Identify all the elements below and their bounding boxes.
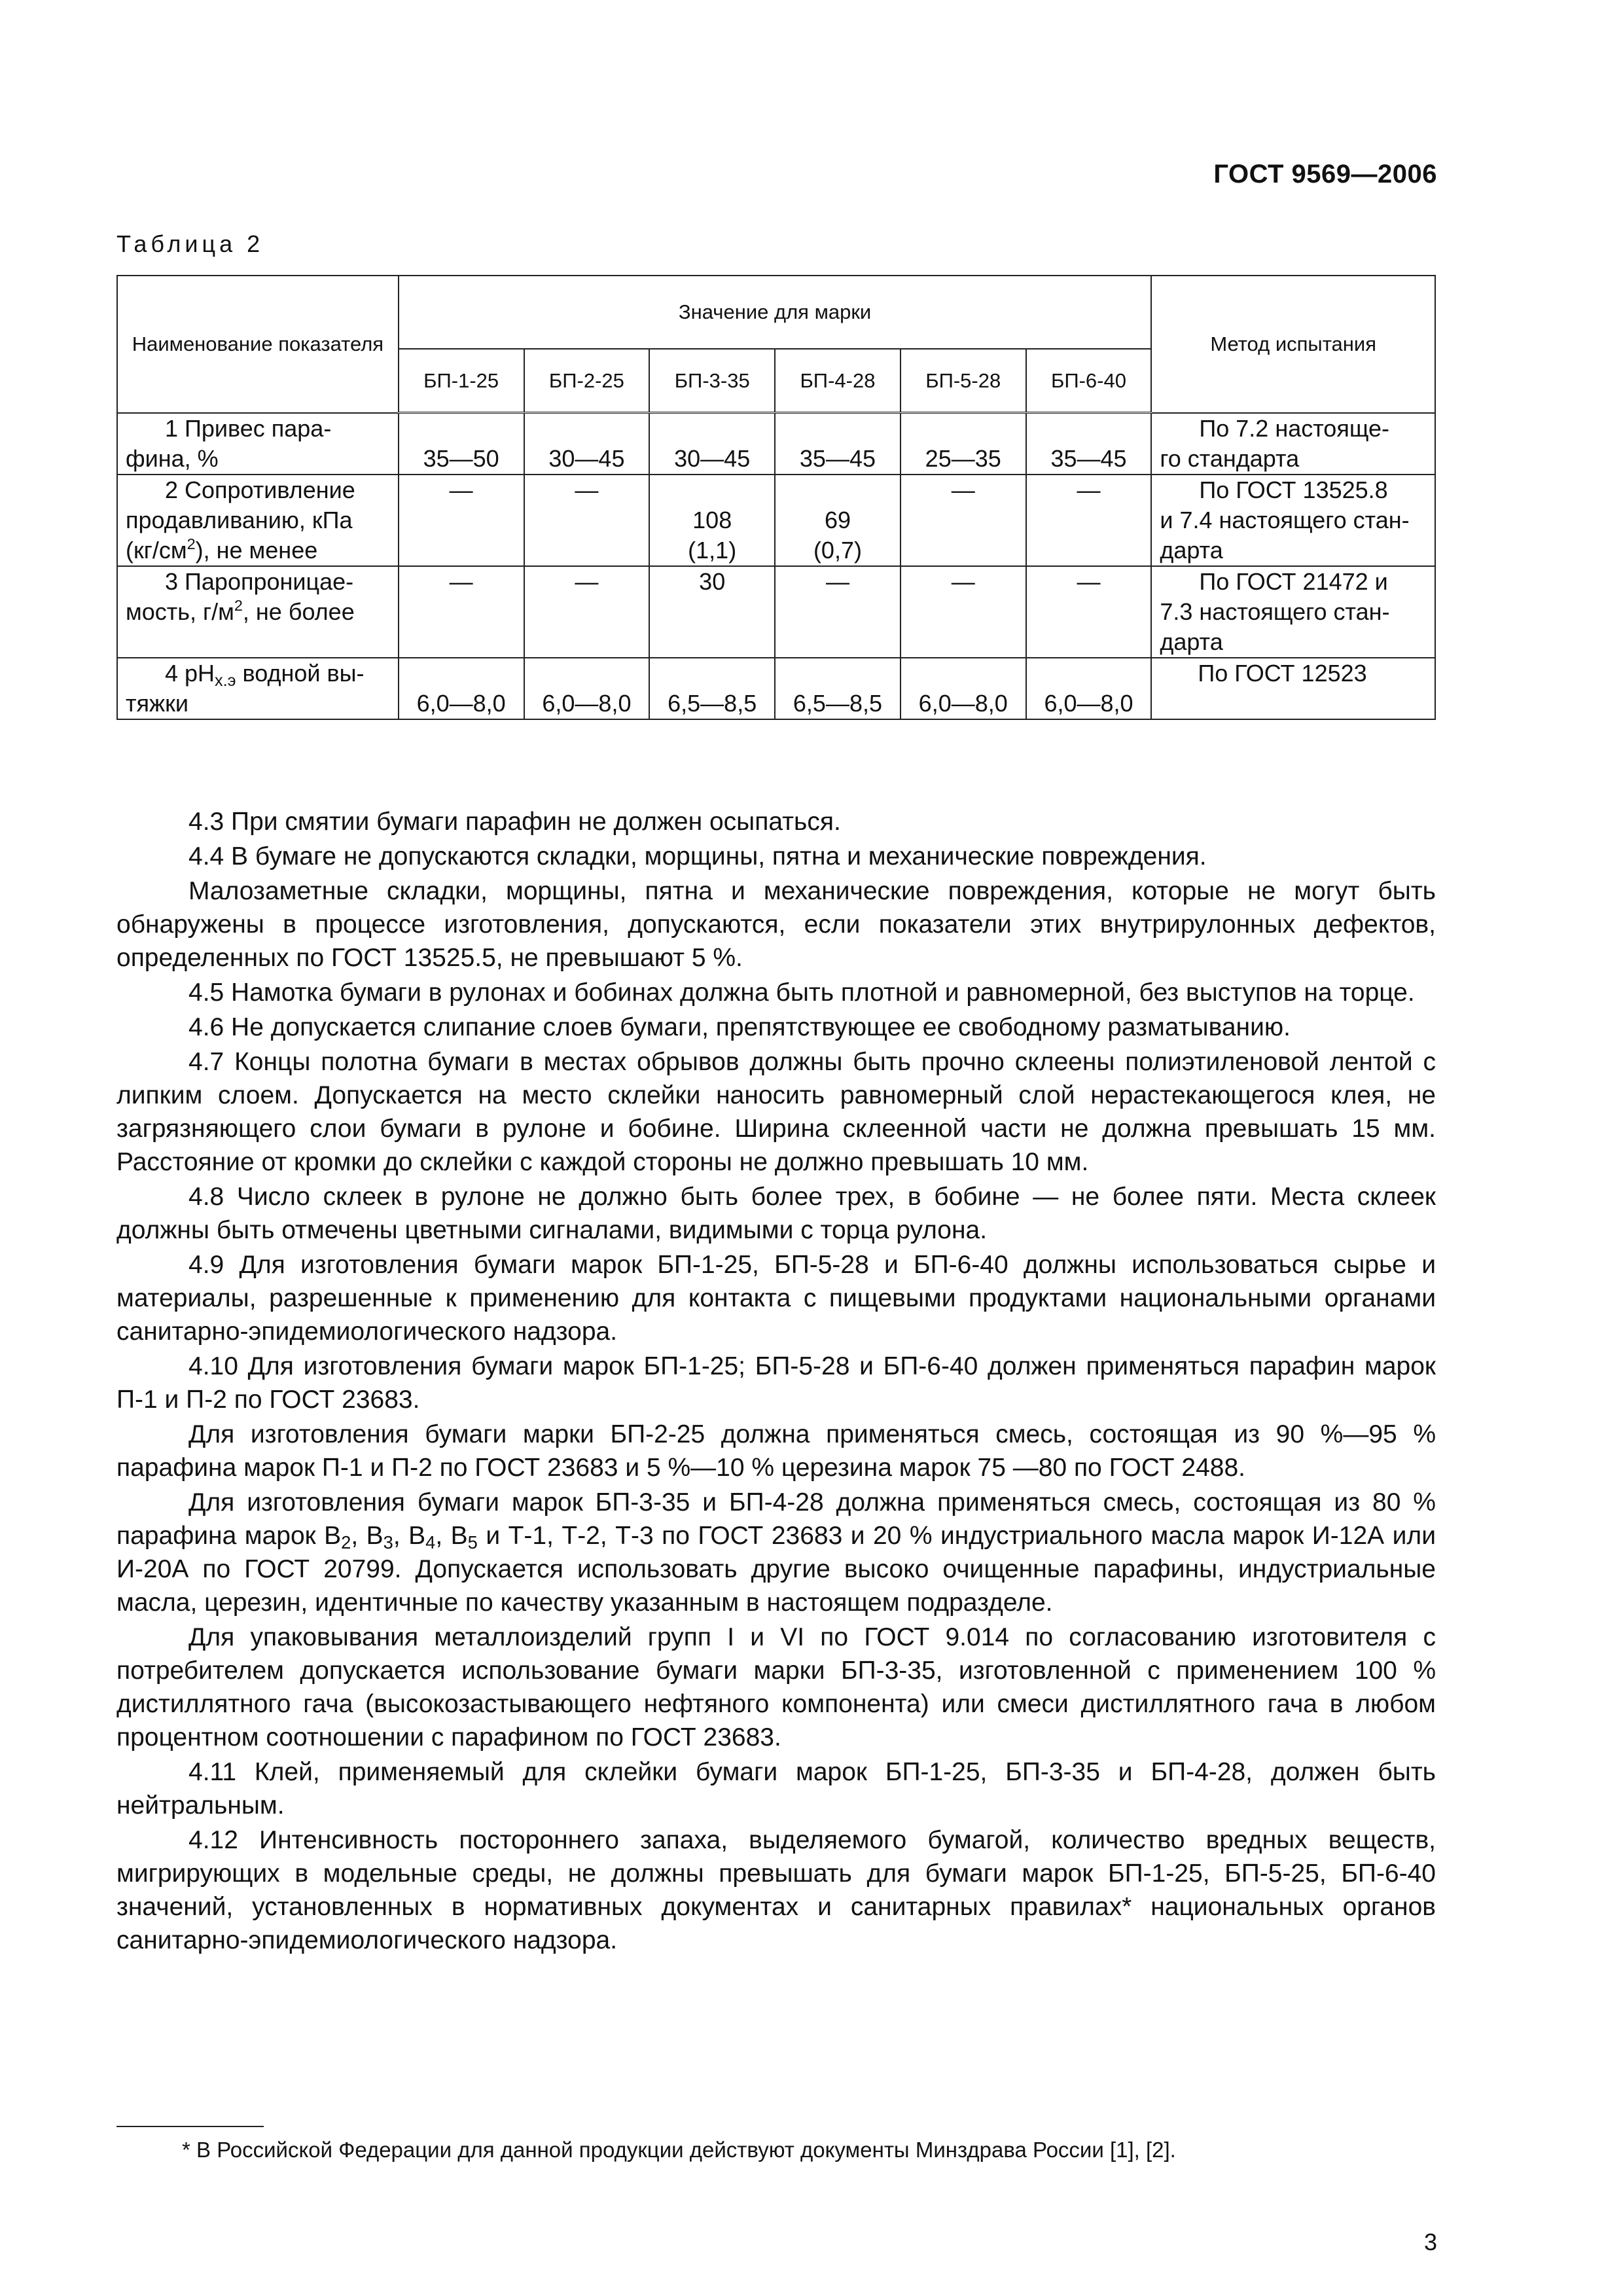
table-cell: 30—45 (649, 413, 775, 475)
table-cell: 30 (649, 566, 775, 658)
grade-header: БП-6-40 (1026, 349, 1152, 413)
table-cell: — (1026, 475, 1152, 566)
row-name: 1 Привес пара- фина, % (117, 413, 399, 475)
page-number: 3 (1423, 2229, 1437, 2255)
paragraph: 4.8 Число склеек в рулоне не должно быть более трех, в бобине — не более пяти. Места склеек должны быть отмечены цветными сигналами, видимыми с торца рулона. (116, 1183, 1436, 1244)
paragraph: 4.9 Для изготовления бумаги марок БП-1-25, БП-5-28 и БП-6-40 должны использоваться сырье и материалы, разрешенные к применению для контакта с пищевыми продуктами национальными органами санитарно-эпидемиологического надзора. (116, 1251, 1436, 1346)
grade-header: БП-2-25 (524, 349, 650, 413)
row-name: 4 $pH_{х.э}$ водной вы- тяжки (117, 658, 399, 719)
footnote: * В Российской Федерации для данной продукции действуют документы Минздрава России [1], [2]. (182, 2138, 1176, 2162)
table-row (117, 658, 1435, 719)
table-cell: — (1026, 566, 1152, 658)
table-cell: 69 (0,7) (775, 475, 901, 566)
table-cell: 6,0—8,0 (901, 658, 1026, 719)
table-cell: — (399, 566, 524, 658)
table-caption: Таблица 2 (116, 230, 264, 257)
table-cell: 35—50 (399, 413, 524, 475)
grade-header: БП-3-35 (649, 349, 775, 413)
row-name: 3 Паропроницае- мость, $г/м^2$, не более (117, 566, 399, 658)
column-header-method: Метод испытания (1151, 276, 1435, 413)
table-cell: 25—35 (901, 413, 1026, 475)
table-cell: — (901, 566, 1026, 658)
paragraph: Малозаметные складки, морщины, пятна и механические повреждения, которые не могут быть обнаружены в процессе изготовления, допускаются, если показатели этих внутрирулонных дефектов, определенных по ГОСТ 13525.5, не превышают 5 %. (116, 877, 1436, 972)
row-method: По ГОСТ 13525.8 и 7.4 настоящего стан- дарта (1151, 475, 1435, 566)
paragraph: 4.5 Намотка бумаги в рулонах и бобинах должна быть плотной и равномерной, без выступов на торце. (188, 978, 1415, 1007)
table-cell: 6,0—8,0 (1026, 658, 1152, 719)
paragraph: 4.11 Клей, применяемый для склейки бумаги марок БП-1-25, БП-3-35 и БП-4-28, должен быть нейтральным. (116, 1758, 1436, 1820)
paragraph: 4.6 Не допускается слипание слоев бумаги, препятствующее ее свободному разматыванию. (188, 1013, 1291, 1041)
paragraph: 4.3 При смятии бумаги парафин не должен осыпаться. (188, 808, 841, 836)
table-cell: 6,5—8,5 (775, 658, 901, 719)
document-code: ГОСТ 9569—2006 (1213, 160, 1437, 188)
table-cell: 6,0—8,0 (524, 658, 650, 719)
body-text (116, 805, 1436, 1958)
table-cell: 108 (1,1) (649, 475, 775, 566)
row-method: По 7.2 настояще- го стандарта (1151, 413, 1435, 475)
table-cell: — (524, 566, 650, 658)
paragraph: 4.12 Интенсивность постороннего запаха, выделяемого бумагой, количество вредных веществ, мигрирующих в модельные среды, не должны превышать для бумаги марок БП-1-25, БП-5-25, БП-6-40 значений, установленных в нормативных документах и санитарных правилах* национальных органов санитарно-эпидемиологического надзора. (116, 1826, 1436, 1954)
table-cell: 35—45 (1026, 413, 1152, 475)
parameters-table (116, 275, 1436, 720)
column-header-name: Наименование показателя (117, 276, 399, 413)
table-cell: 35—45 (775, 413, 901, 475)
table-cell: 6,0—8,0 (399, 658, 524, 719)
column-header-values: Значение для марки (399, 276, 1152, 349)
row-method: По ГОСТ 12523 (1151, 658, 1435, 719)
table-row (117, 566, 1435, 658)
grade-header: БП-4-28 (775, 349, 901, 413)
paragraph: 4.7 Концы полотна бумаги в местах обрывов должны быть прочно склеены полиэтиленовой лентой с липким слоем. Допускается на место склейки наносить равномерный слой нерастекающегося клея, не загрязняющего слои бумаги в рулоне и бобине. Ширина склеенной части не должна превышать 15 мм. Расстояние от кромки до склейки с каждой стороны не должно превышать 10 мм. (116, 1048, 1436, 1176)
table-cell: 6,5—8,5 (649, 658, 775, 719)
paragraph: Для изготовления бумаги марки БП-2-25 должна применяться смесь, состоящая из 90 %—95 % парафина марок П-1 и П-2 по ГОСТ 23683 и 5 %—10 % церезина марок 75 —80 по ГОСТ 2488. (116, 1420, 1436, 1482)
table-row (117, 475, 1435, 566)
footnote-divider (116, 2126, 264, 2127)
table-row (117, 413, 1435, 475)
grade-header: БП-5-28 (901, 349, 1026, 413)
table-cell: — (901, 475, 1026, 566)
table-cell: 30—45 (524, 413, 650, 475)
paragraph: Для упаковывания металлоизделий групп I и VI по ГОСТ 9.014 по согласованию изготовителя с потребителем допускается использование бумаги марки БП-3-35, изготовленной с применением 100 % дистиллятного гача (высокозастывающего нефтяного компонента) или смеси дистиллятного гача в любом процентном соотношении с парафином по ГОСТ 23683. (116, 1623, 1436, 1751)
table-cell: — (524, 475, 650, 566)
paragraph: Для изготовления бумаги марок БП-3-35 и БП-4-28 должна применяться смесь, состоящая из 80 % парафина марок $В_2$, $В_3$, $В_4$, $В_5$ и Т-1, Т-2, Т-3 по ГОСТ 23683 и 20 % индустриального масла марок И-12А или И-20А по ГОСТ 20799. Допускается использовать другие высоко очищенные парафины, индустриальные масла, церезин, идентичные по качеству указанным в настоящем подразделе. (116, 1488, 1436, 1617)
paragraph: 4.4 В бумаге не допускаются складки, морщины, пятна и механические повреждения. (188, 842, 1207, 870)
paragraph: 4.10 Для изготовления бумаги марок БП-1-25; БП-5-28 и БП-6-40 должен применяться парафин марок П-1 и П-2 по ГОСТ 23683. (116, 1352, 1436, 1414)
table-cell: — (399, 475, 524, 566)
row-method: По ГОСТ 21472 и 7.3 настоящего стан- дарта (1151, 566, 1435, 658)
grade-header: БП-1-25 (399, 349, 524, 413)
row-name: 2 Сопротивление продавливанию, кПа $(кг/см^2)$, не менее (117, 475, 399, 566)
table-cell: — (775, 566, 901, 658)
